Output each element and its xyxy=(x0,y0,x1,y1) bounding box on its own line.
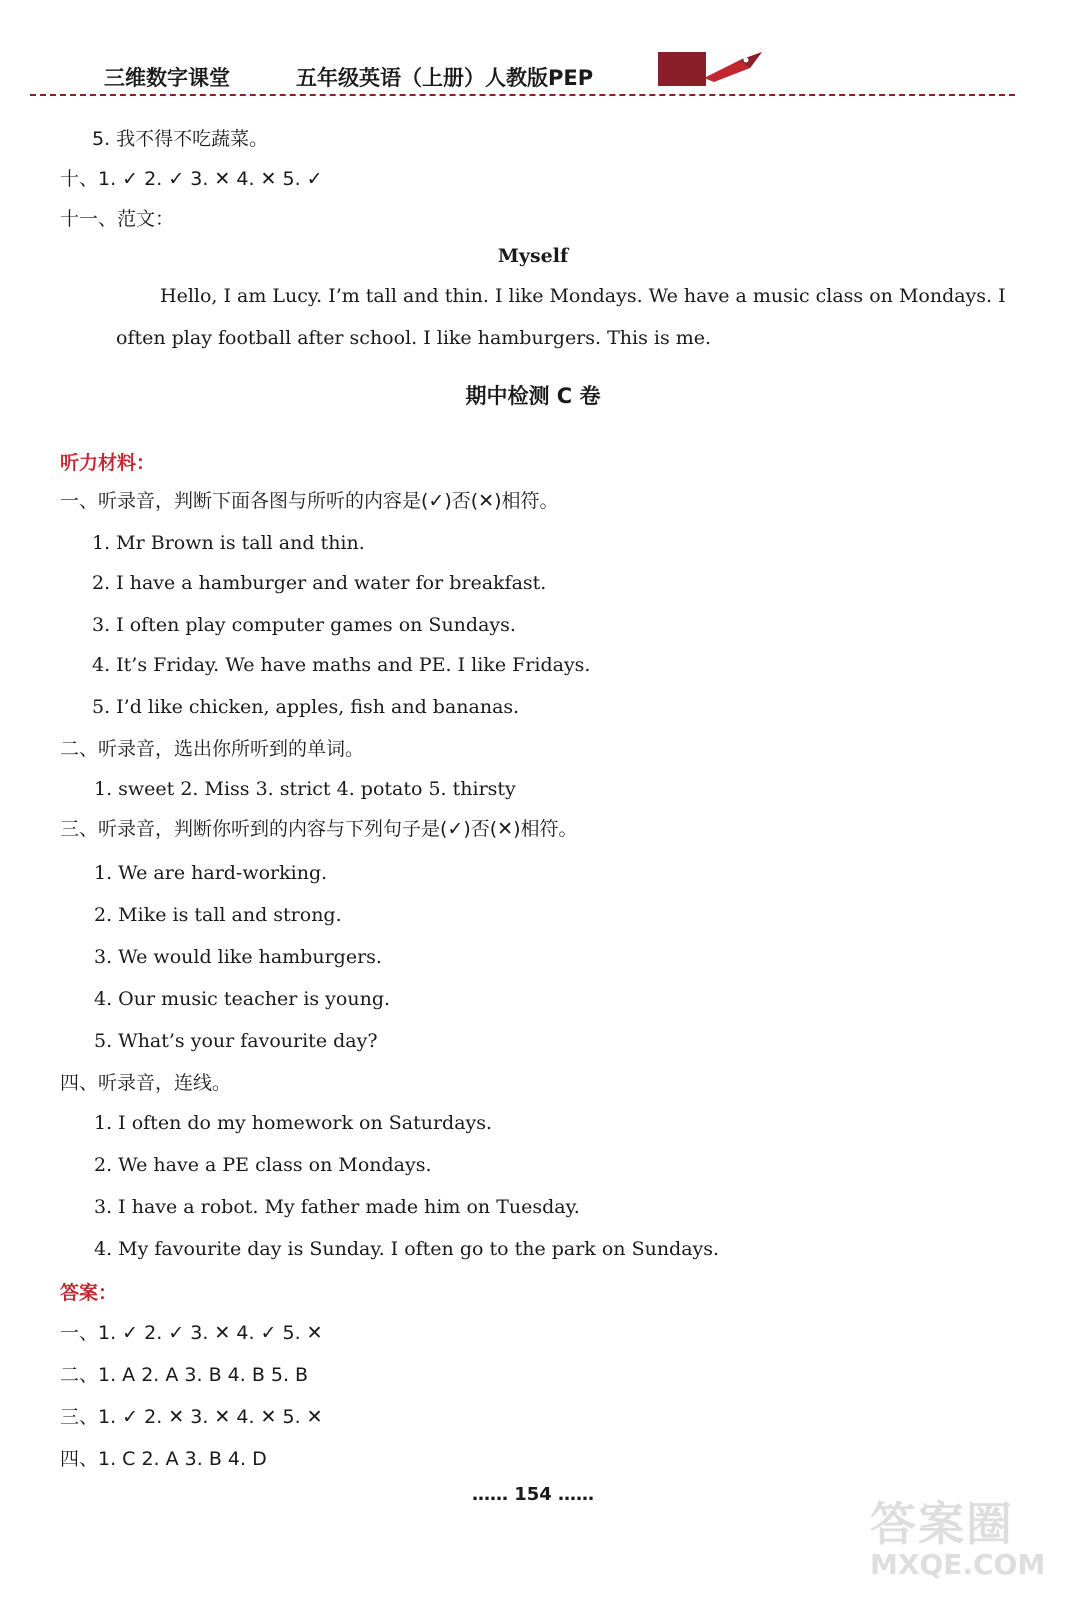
answer-row: 三、1. ✓ 2. ✕ 3. ✕ 4. ✕ 5. ✕ xyxy=(60,1406,323,1428)
rocket-icon xyxy=(700,48,766,84)
header-brand: 三维数字课堂 xyxy=(104,66,230,90)
header-subject: 五年级英语（上册）人教版PEP xyxy=(296,66,594,90)
section-3-heading: 三、听录音，判断你听到的内容与下列句子是(✓)否(✕)相符。 xyxy=(60,818,578,840)
answer-row: 四、1. C 2. A 3. B 4. D xyxy=(60,1448,267,1470)
page-number: …… 154 …… xyxy=(471,1484,595,1505)
section-1-item: 5. I’d like chicken, apples, fish and bananas. xyxy=(92,696,520,718)
section-1-item: 2. I have a hamburger and water for breakfast. xyxy=(92,572,547,594)
page-header xyxy=(0,0,1066,100)
answer-row: 一、1. ✓ 2. ✓ 3. ✕ 4. ✓ 5. ✕ xyxy=(60,1322,323,1344)
section-1-item: 3. I often play computer games on Sundays. xyxy=(92,614,516,636)
section-3-item: 1. We are hard-working. xyxy=(94,862,328,884)
section-3-item: 4. Our music teacher is young. xyxy=(94,988,391,1010)
essay-line-2: often play football after school. I like hamburgers. This is me. xyxy=(116,327,712,349)
section-4-heading: 四、听录音，连线。 xyxy=(60,1072,232,1094)
watermark-site: MXQE.COM xyxy=(870,1548,1046,1581)
header-dashed-rule xyxy=(30,94,1015,96)
section-3-item: 2. Mike is tall and strong. xyxy=(94,904,342,926)
section-2-item: 1. sweet 2. Miss 3. strict 4. potato 5. thirsty xyxy=(94,778,516,800)
section-4-item: 4. My favourite day is Sunday. I often go to the park on Sundays. xyxy=(94,1238,720,1260)
section-1-item: 4. It’s Friday. We have maths and PE. I like Fridays. xyxy=(92,654,591,676)
watermark-text: 答案圈 xyxy=(870,1497,1014,1551)
exam-title: 期中检测 C 卷 xyxy=(465,384,601,408)
answer-row: 二、1. A 2. A 3. B 4. B 5. B xyxy=(60,1364,309,1386)
top-line-5: 5. 我不得不吃蔬菜。 xyxy=(92,128,269,150)
essay-line-1: Hello, I am Lucy. I’m tall and thin. I like Mondays. We have a music class on Mondays. I xyxy=(160,285,1006,307)
section-11-heading: 十一、范文： xyxy=(60,208,175,230)
section-4-item: 2. We have a PE class on Mondays. xyxy=(94,1154,432,1176)
section-4-item: 1. I often do my homework on Saturdays. xyxy=(94,1112,493,1134)
section-3-item: 3. We would like hamburgers. xyxy=(94,946,382,968)
section-2-heading: 二、听录音，选出你所听到的单词。 xyxy=(60,738,365,760)
header-decoration-block xyxy=(658,52,706,86)
answers-section-10: 十、1. ✓ 2. ✓ 3. ✕ 4. ✕ 5. ✓ xyxy=(60,168,323,190)
section-4-item: 3. I have a robot. My father made him on Tuesday. xyxy=(94,1196,580,1218)
watermark-logo xyxy=(870,1488,1050,1588)
listening-label: 听力材料： xyxy=(60,452,156,474)
section-1-heading: 一、听录音，判断下面各图与所听的内容是(✓)否(✕)相符。 xyxy=(60,490,559,512)
section-3-item: 5. What’s your favourite day? xyxy=(94,1030,378,1052)
section-1-item: 1. Mr Brown is tall and thin. xyxy=(92,532,365,554)
answers-label: 答案： xyxy=(60,1282,118,1304)
essay-title: Myself xyxy=(497,245,569,267)
